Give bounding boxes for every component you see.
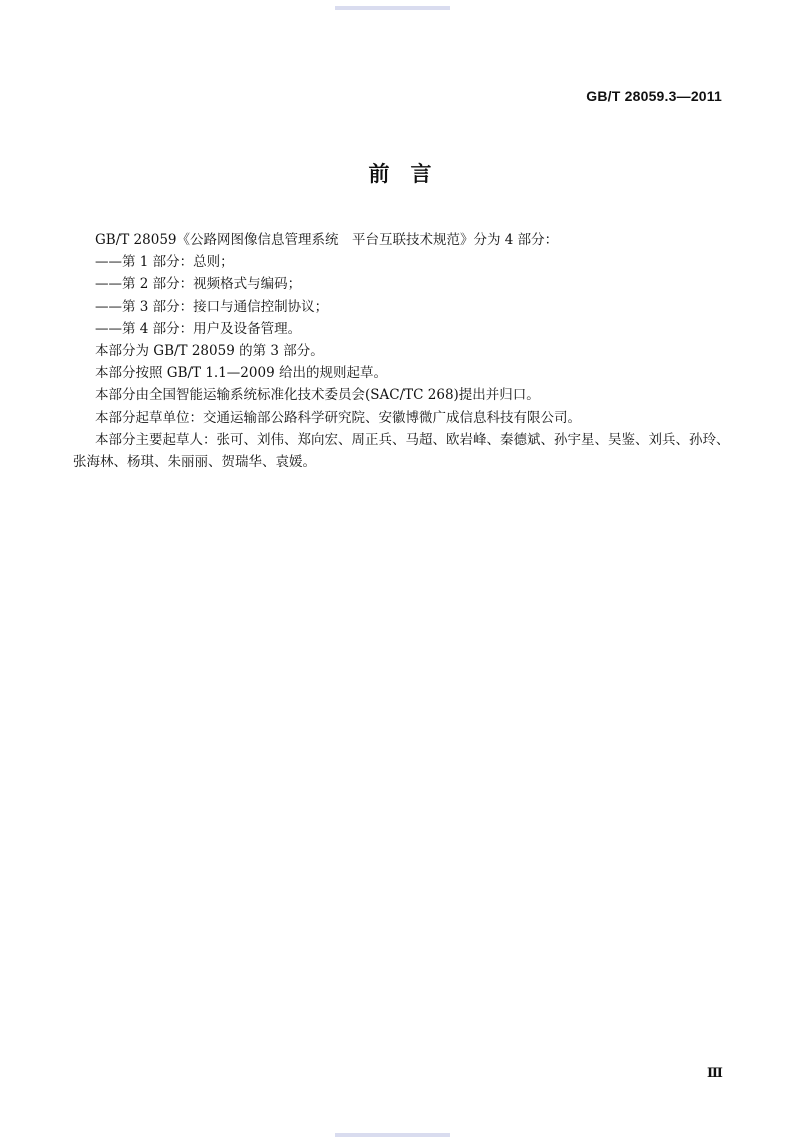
paragraph: 本部分主要起草人：张可、刘伟、郑向宏、周正兵、马超、欧岩峰、秦德斌、孙宇星、吴鉴、刘兵、孙玲、张海林、杨琪、朱丽丽、贺瑞华、袁媛。: [73, 431, 730, 471]
page-title: 前 言: [368, 162, 432, 186]
list-item: ——第 4 部分：用户及设备管理。: [95, 320, 302, 337]
foreword-body: [73, 229, 733, 473]
list-item: ——第 3 部分：接口与通信控制协议；: [95, 298, 329, 315]
list-item: ——第 2 部分：视频格式与编码；: [95, 276, 302, 293]
watermark-top: [335, 6, 450, 10]
standard-number: GB/T 28059.3—2011: [586, 88, 722, 104]
paragraph: 本部分起草单位：交通运输部公路科学研究院、安徽博微广成信息科技有限公司。: [95, 409, 581, 426]
paragraph: 本部分由全国智能运输系统标准化技术委员会(SAC/TC 268)提出并归口。: [95, 387, 540, 404]
paragraph: 本部分按照 GB/T 1.1—2009 给出的规则起草。: [95, 365, 387, 382]
paragraph: 本部分为 GB/T 28059 的第 3 部分。: [95, 343, 324, 360]
paragraph: GB/T 28059《公路网图像信息管理系统 平台互联技术规范》分为 4 部分：: [95, 232, 559, 248]
page-number: Ⅲ: [707, 1066, 723, 1081]
list-item: ——第 1 部分：总则；: [95, 254, 234, 271]
watermark-bottom: [335, 1133, 450, 1137]
